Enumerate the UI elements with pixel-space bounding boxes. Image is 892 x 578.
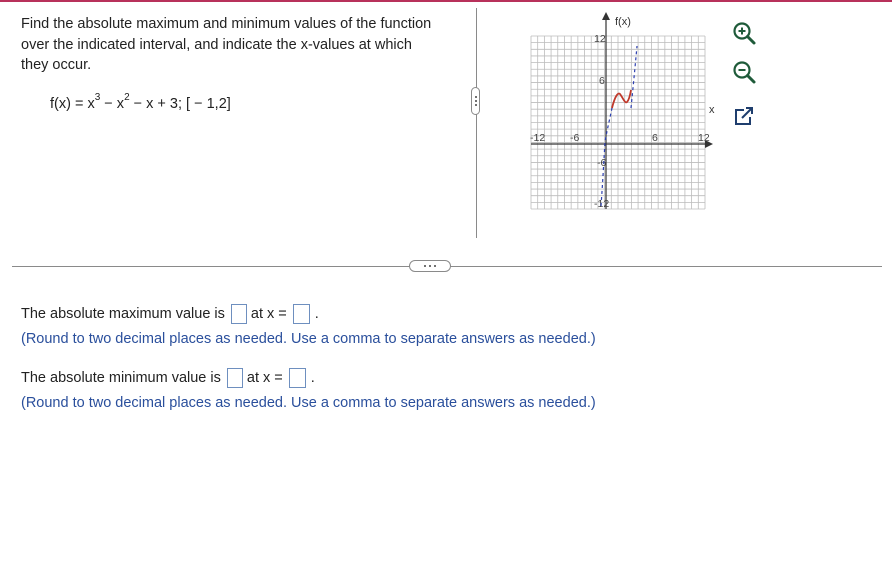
vertical-resize-handle[interactable]: [471, 87, 480, 115]
question-prompt: Find the absolute maximum and minimum values of the function over the indicated interval, and indicate the x-values at which they occur.: [21, 16, 432, 73]
popout-icon[interactable]: [731, 103, 757, 129]
min-answer-row: [21, 368, 315, 388]
y-axis-label: f(x): [615, 16, 631, 28]
y-axis-arrow: [602, 12, 610, 20]
min-x-input[interactable]: [289, 368, 306, 388]
vertical-divider: [476, 8, 477, 238]
min-period: .: [310, 370, 315, 386]
y-tick-label: 12: [594, 33, 606, 45]
x-tick-label: -12: [530, 132, 546, 144]
y-tick-label: -6: [597, 157, 607, 169]
max-x-input[interactable]: [293, 304, 310, 324]
max-prefix-label: The absolute maximum value is: [21, 306, 225, 322]
x-axis-label: x: [709, 104, 715, 116]
function-curve: [612, 90, 631, 108]
top-accent-bar: [0, 0, 892, 2]
function-graph: [519, 8, 719, 213]
x-tick-label: 12: [698, 132, 710, 144]
x-tick-label: -6: [570, 132, 580, 144]
min-at-label: at x =: [246, 370, 283, 386]
max-period: .: [314, 306, 319, 322]
y-tick-label: -12: [594, 198, 610, 210]
max-value-input[interactable]: [231, 304, 247, 324]
graph-grid: [531, 36, 705, 209]
min-prefix-label: The absolute minimum value is: [21, 370, 221, 386]
y-tick-label: 6: [599, 75, 605, 87]
min-value-input[interactable]: [227, 368, 243, 388]
x-tick-label: 6: [652, 132, 658, 144]
zoom-out-icon[interactable]: [731, 59, 757, 85]
max-answer-row: [21, 304, 319, 324]
function-formula: $f(x) = x^3 - x^2 - x + 3$; [ − 1,2]: [50, 92, 231, 112]
dashed-curve-extension: [631, 46, 637, 108]
horizontal-resize-handle[interactable]: [409, 260, 451, 272]
min-rounding-hint: (Round to two decimal places as needed. Use a comma to separate answers as needed.): [21, 395, 596, 411]
max-rounding-hint: (Round to two decimal places as needed. Use a comma to separate answers as needed.): [21, 331, 596, 347]
max-at-label: at x =: [250, 306, 287, 322]
zoom-in-icon[interactable]: [731, 20, 757, 46]
